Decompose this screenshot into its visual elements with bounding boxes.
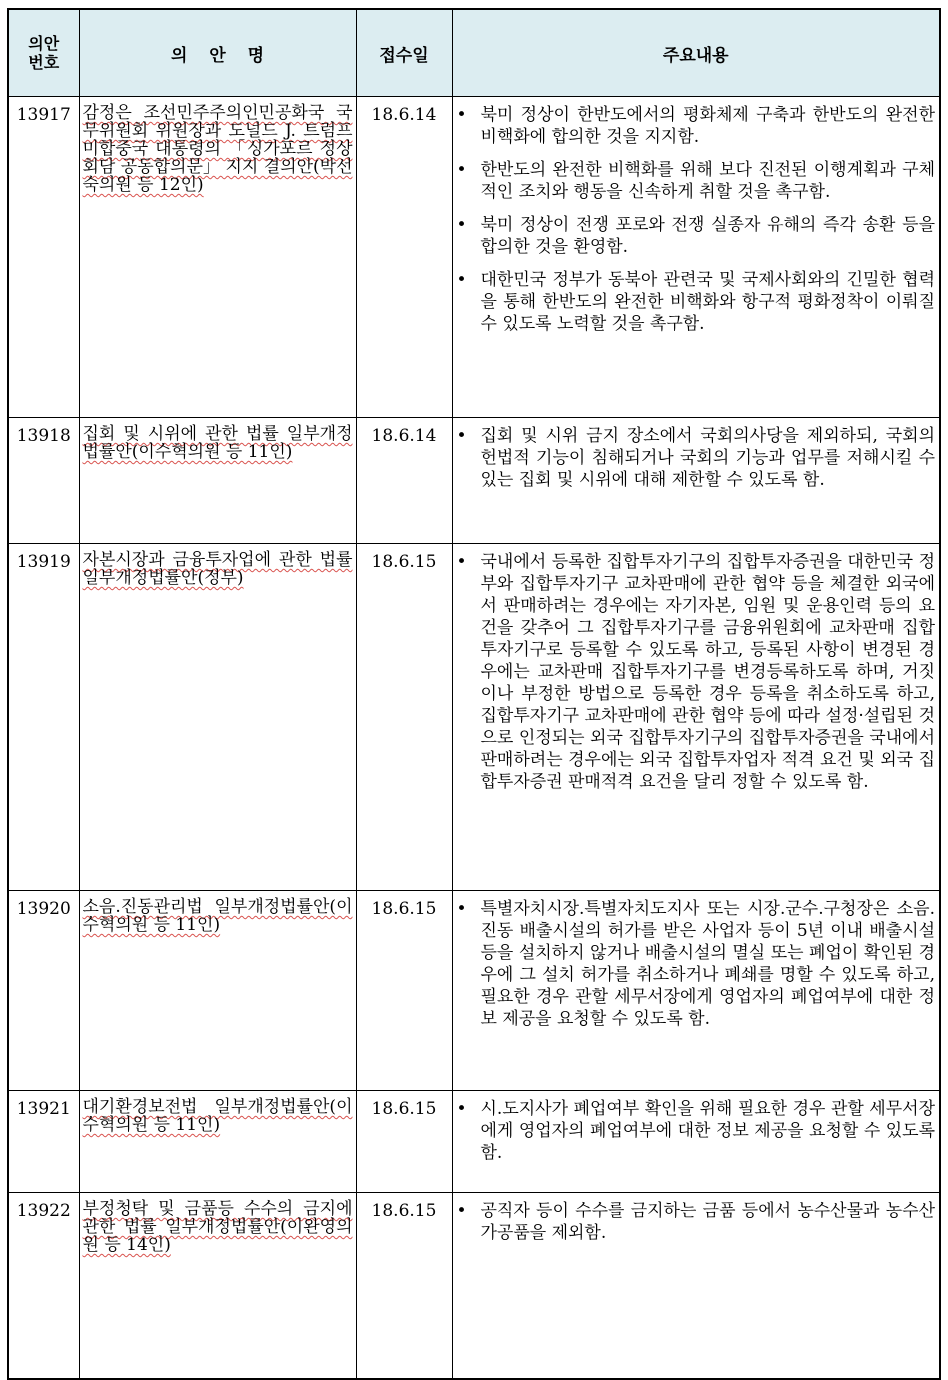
bill-list-document	[7, 8, 939, 1380]
table-row	[8, 97, 940, 418]
content-bullet-list	[457, 1098, 936, 1164]
bill-title-cell	[79, 97, 356, 418]
bill-number: 13921	[8, 1091, 79, 1193]
table-row	[8, 1193, 940, 1379]
header-bill-number-line2: 번호	[28, 53, 60, 72]
header-received-date: 접수일	[356, 9, 452, 97]
received-date: 18.6.14	[356, 418, 452, 544]
content-bullet-list	[457, 898, 936, 1030]
table-row	[8, 1091, 940, 1193]
header-bill-number	[8, 9, 79, 97]
bill-title: 집회 및 시위에 관한 법률 일부개정법률안(이수혁의원 등 11인)	[82, 424, 353, 462]
header-bill-name-text: 의 안 명	[170, 45, 273, 66]
received-date: 18.6.15	[356, 891, 452, 1091]
received-date: 18.6.14	[356, 97, 452, 418]
content-bullet-item: • 국내에서 등록한 집합투자기구의 집합투자증권을 대한민국 정부와 집합투자기구 교차판매에 관한 협약 등을 체결한 외국에서 판매하려는 경우에는 자기자본, 임원 및 운용인력 등의 요건을 갖추어 그 집합투자기구를 금융위원회에 교차판매 집합투자기구로 등록할 수 있도록 하고, 등록된 사항이 변경된 경우에는 교차판매 집합투자기구를 변경등록하도록 하며, 거짓이나 부정한 방법으로 등록한 경우 등록을 취소하도록 하고, 집합투자기구 교차판매에 관한 협약 등에 따라 설정·설립된 것으로 인정되는 외국 집합투자기구의 집합투자증권을 국내에서 판매하려는 경우에는 외국 집합투자업자 적격 요건 및 외국 집합투자증권 판매적격 요건을 달리 정할 수 있도록 함.	[457, 551, 936, 793]
table-header-row	[8, 9, 940, 97]
bill-title-cell	[79, 1091, 356, 1193]
content-bullet-item: • 집회 및 시위 금지 장소에서 국회의사당을 제외하되, 국회의 헌법적 기능이 침해되거나 국회의 기능과 업무를 저해시킬 수 있는 집회 및 시위에 대해 제한할 수 있도록 함.	[457, 425, 936, 491]
main-content-cell	[452, 1193, 940, 1379]
bill-number: 13920	[8, 891, 79, 1091]
bill-title: 감정은 조선민주주의인민공화국 국무위원회 위원장과 도널드 J. 트럼프 미합중국 대통령의 「싱가포르 정상회담 공동합의문」 지지 결의안(박선숙의원 등 12인)	[82, 103, 353, 195]
bill-title-cell	[79, 891, 356, 1091]
bill-table	[7, 8, 941, 1380]
main-content-cell	[452, 97, 940, 418]
bill-title: 대기환경보전법 일부개정법률안(이수혁의원 등 11인)	[82, 1097, 353, 1135]
content-bullet-list	[457, 551, 936, 793]
main-content-cell	[452, 891, 940, 1091]
content-bullet-item: • 한반도의 완전한 비핵화를 위해 보다 진전된 이행계획과 구체적인 조치와 행동을 신속하게 취할 것을 촉구함.	[457, 159, 936, 203]
table-row	[8, 544, 940, 891]
header-bill-number-line1: 의안	[28, 34, 60, 53]
content-bullet-item: • 북미 정상이 한반도에서의 평화체제 구축과 한반도의 완전한 비핵화에 합의한 것을 지지함.	[457, 104, 936, 148]
main-content-cell	[452, 1091, 940, 1193]
bill-number: 13918	[8, 418, 79, 544]
bill-number: 13919	[8, 544, 79, 891]
main-content-cell	[452, 418, 940, 544]
received-date: 18.6.15	[356, 1193, 452, 1379]
content-bullet-item: • 특별자치시장.특별자치도지사 또는 시장.군수.구청장은 소음.진동 배출시설의 허가를 받은 사업자 등이 5년 이내 배출시설 등을 설치하지 않거나 배출시설의 멸실 또는 폐업이 확인된 경우에 그 설치 허가를 취소하거나 폐쇄를 명할 수 있도록 하고, 필요한 경우 관할 세무서장에게 영업자의 폐업여부에 대한 정보 제공을 요청할 수 있도록 함.	[457, 898, 936, 1030]
content-bullet-item: • 공직자 등이 수수를 금지하는 금품 등에서 농수산물과 농수산가공품을 제외함.	[457, 1200, 936, 1244]
bill-title-cell	[79, 1193, 356, 1379]
table-row	[8, 418, 940, 544]
header-main-content: 주요내용	[452, 9, 940, 97]
main-content-cell	[452, 544, 940, 891]
bill-number: 13917	[8, 97, 79, 418]
bill-title: 부정청탁 및 금품등 수수의 금지에 관한 법률 일부개정법률안(이완영의원 등 14인)	[82, 1199, 353, 1255]
content-bullet-item: • 북미 정상이 전쟁 포로와 전쟁 실종자 유해의 즉각 송환 등을 합의한 것을 환영함.	[457, 214, 936, 258]
content-bullet-list	[457, 104, 936, 335]
content-bullet-item: • 대한민국 정부가 동북아 관련국 및 국제사회와의 긴밀한 협력을 통해 한반도의 완전한 비핵화와 항구적 평화정착이 이뤄질 수 있도록 노력할 것을 촉구함.	[457, 269, 936, 335]
header-bill-name	[79, 9, 356, 97]
bill-rows	[8, 97, 940, 1379]
content-bullet-list	[457, 425, 936, 491]
content-bullet-item: • 시.도지사가 폐업여부 확인을 위해 필요한 경우 관할 세무서장에게 영업자의 폐업여부에 대한 정보 제공을 요청할 수 있도록 함.	[457, 1098, 936, 1164]
bill-title: 자본시장과 금융투자업에 관한 법률 일부개정법률안(정부)	[82, 550, 353, 588]
bill-title-cell	[79, 544, 356, 891]
bill-title-cell	[79, 418, 356, 544]
table-row	[8, 891, 940, 1091]
bill-number: 13922	[8, 1193, 79, 1379]
content-bullet-list	[457, 1200, 936, 1244]
received-date: 18.6.15	[356, 1091, 452, 1193]
bill-title: 소음.진동관리법 일부개정법률안(이수혁의원 등 11인)	[82, 897, 353, 935]
received-date: 18.6.15	[356, 544, 452, 891]
